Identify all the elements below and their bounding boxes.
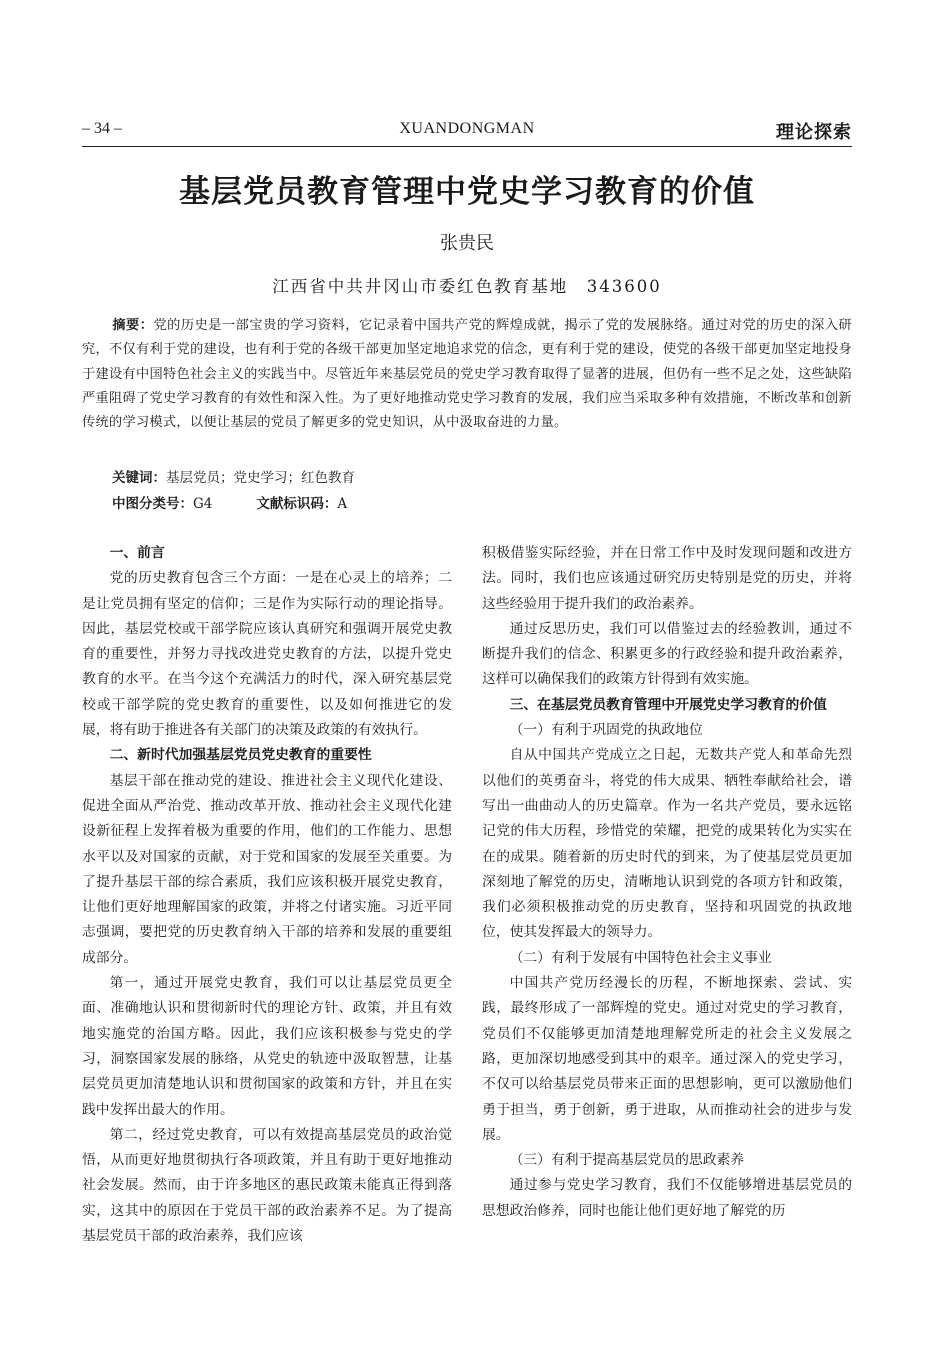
subsection-heading: （三）有利于提高基层党员的思政素养 — [509, 1152, 745, 1169]
abstract-label: 摘要： — [112, 318, 154, 333]
section-heading: 一、前言 — [109, 545, 165, 561]
paragraph: 基层干部在推动党的建设、推进社会主义现代化建设、促进全面从严治党、推动改革开放、推动社会主义现代化建设新征程上发挥着极为重要的作用，他们的工作能力、思想水平以及对国家的贡献，对于党和国家的发展至关重要。为了提升基层干部的综合素质，我们应该积极开展党史教育，让他们更好地理解国家的政策，并将之付诸实施。习近平同志强调，要把党的历史教育纳入干部的培养和发展的重要组成部分。 — [82, 772, 452, 966]
abstract — [82, 314, 852, 435]
paragraph: 通过参与党史学习教育，我们不仅能够增进基层党员的思想政治修养，同时也能让他们更好地了解党的历 — [482, 1177, 852, 1219]
clc-label: 中图分类号： — [112, 496, 193, 512]
subsection-heading: （一）有利于巩固党的执政地位 — [509, 722, 703, 739]
classification — [112, 492, 347, 512]
affiliation: 江西省中共井冈山市委红色教育基地 343600 — [272, 277, 662, 296]
paragraph: 自从中国共产党成立之日起，无数共产党人和革命先烈以他们的英勇奋斗，将党的伟大成果、牺牲奉献给社会，谱写出一曲曲动人的历史篇章。作为一名共产党员，要永远铭记党的伟大历程，珍惜党的荣耀，把党的成果转化为实实在在的成果。随着新的历史时代的到来，为了使基层党员更加深刻地了解党的历史，清晰地认识到党的各项方针和政策，我们必须积极推动党的历史教育，坚持和巩固党的执政地位，使其发挥最大的领导力。 — [482, 747, 852, 941]
doc-code-value: A — [337, 496, 348, 512]
clc-value: G4 — [193, 496, 213, 512]
paragraph-continued: 积极借鉴实际经验，并在日常工作中及时发现问题和改进方法。同时，我们也应该通过研究历史特别是党的历史，并将这些经验用于提升我们的政治素养。 — [482, 545, 852, 612]
section-heading: 二、新时代加强基层党员党史教育的重要性 — [109, 747, 372, 764]
paragraph: 中国共产党历经漫长的历程，不断地探索、尝试、实践，最终形成了一部辉煌的党史。通过对党史的学习教育，党员们不仅能够更加清楚地理解党所走的社会主义发展之路，更加深切地感受到其中的艰辛。通过深入的党史学习，不仅可以给基层党员带来正面的思想影响，更可以激励他们勇于担当，勇于创新，勇于进取，从而推动社会的进步与发展。 — [482, 975, 852, 1143]
paragraph: 第二，经过党史教育，可以有效提高基层党员的政治觉悟，从而更好地贯彻执行各项政策，并且有助于更好地推动社会发展。然而，由于许多地区的惠民政策未能真正得到落实，这其中的原因在于党员干部的政治素养不足。为了提高基层党员干部的政治素养，我们应该 — [82, 1126, 452, 1245]
subsection-heading: （二）有利于发展有中国特色社会主义事业 — [509, 949, 772, 966]
article-title: 基层党员教育管理中党史学习教育的价值 — [179, 174, 755, 210]
running-header — [82, 118, 852, 148]
paragraph: 第一，通过开展党史教育，我们可以让基层党员更全面、准确地认识和贯彻新时代的理论方针、政策，并且有效地实施党的治国方略。因此，我们应该积极参与党史的学习，洞察国家发展的脉络，从党史的轨迹中汲取智慧，让基层党员更加清楚地认识和贯彻国家的政策和方针，并且在实践中发挥出最大的作用。 — [82, 975, 452, 1118]
paragraph: 通过反思历史，我们可以借鉴过去的经验教训，通过不断提升我们的信念、积累更多的行政经验和提升政治素养，这样可以确保我们的政策方针得到有效实施。 — [482, 620, 852, 688]
right-column — [482, 541, 852, 1224]
header-rule — [82, 146, 852, 147]
keywords-label: 关键词： — [112, 470, 166, 486]
keywords — [112, 466, 355, 486]
section-heading: 三、在基层党员教育管理中开展党史学习教育的价值 — [509, 696, 827, 713]
paragraph: 党的历史教育包含三个方面：一是在心灵上的培养；二是让党员拥有坚定的信仰；三是作为实际行动的理论指导。因此，基层党校或干部学院应该认真研究和强调开展党史教育的重要性，并努力寻找改进党史教育的方法，以提升党史教育的水平。在当今这个充满活力的时代，深入研究基层党校或干部学院的党史教育的重要性，以及如何推进它的发展，将有助于推进各有关部门的决策及政策的有效执行。 — [82, 570, 452, 739]
left-column — [82, 541, 452, 1249]
author: 张贵民 — [440, 233, 494, 254]
abstract-text: 党的历史是一部宝贵的学习资料，它记录着中国共产党的辉煌成就，揭示了党的发展脉络。通过对党的历史的深入研究，不仅有利于党的建设，也有利于党的各级干部更加坚定地追求党的信念，更有利于党的建设，使党的各级干部更加坚定地投身于建设有中国特色社会主义的实践当中。尽管近年来基层党员的党史学习教育取得了显著的进展，但仍有一些不足之处，这些缺陷严重阻碍了党史学习教育的有效性和深入性。为了更好地推动党史学习教育的发展，我们应当采取多种有效措施，不断改革和创新传统的学习模式，以便让基层的党员了解更多的党史知识，从中汲取奋进的力量。 — [82, 318, 852, 431]
page-number: – 34 – — [82, 120, 122, 137]
journal-name: XUANDONGMAN — [399, 120, 535, 137]
doc-code-label: 文献标识码： — [256, 496, 338, 512]
keywords-text: 基层党员；党史学习；红色教育 — [166, 470, 355, 486]
column-name: 理论探索 — [776, 122, 852, 143]
